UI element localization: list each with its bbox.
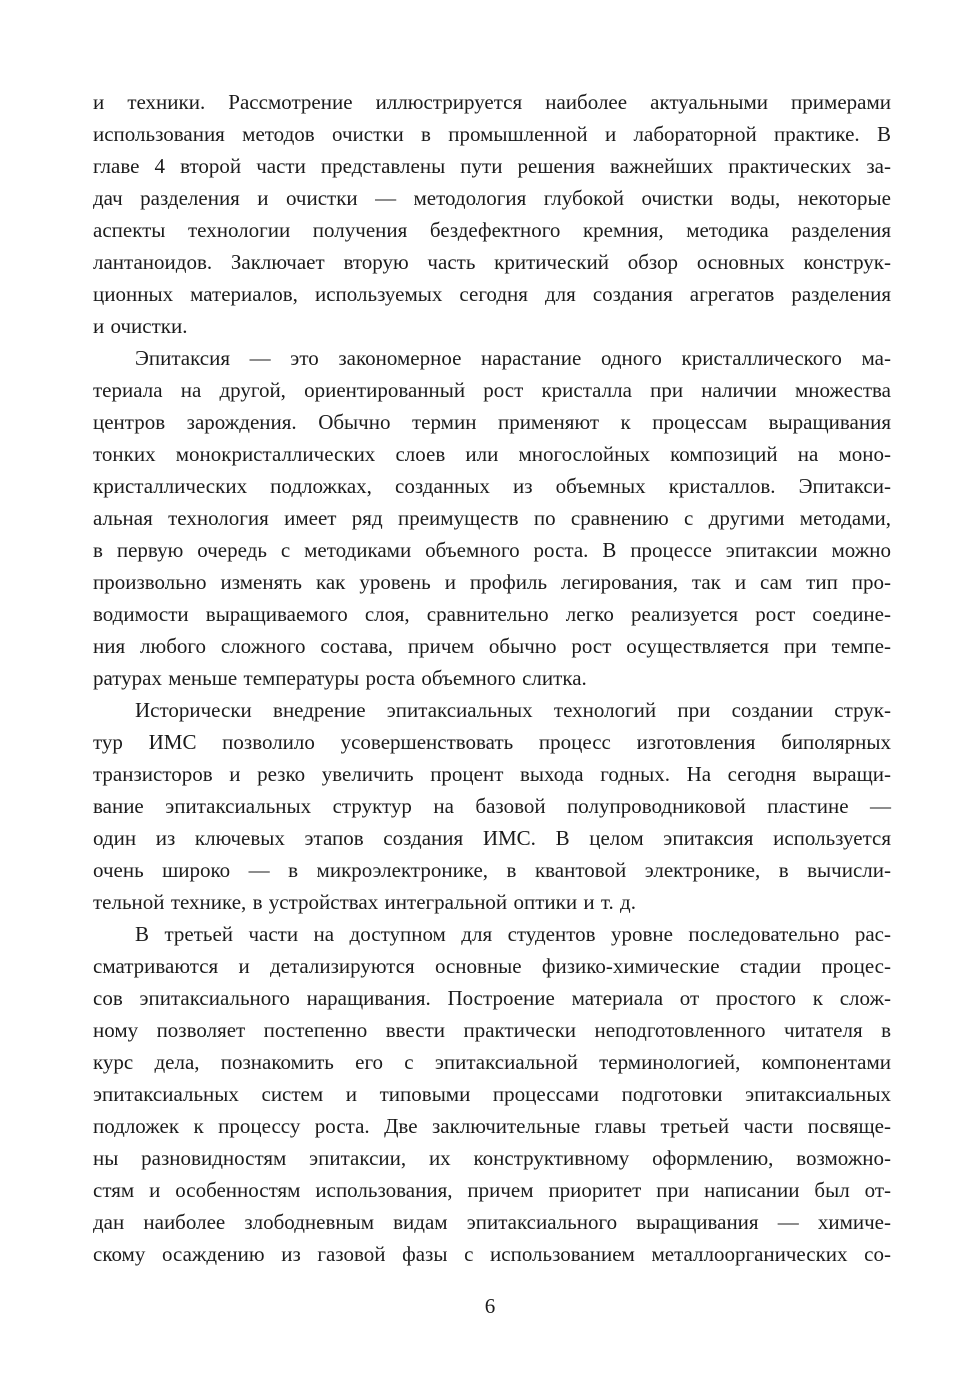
text-line: териала на другой, ориентированный рост кристалла при наличии множества [93,378,891,402]
text-line: ны разновидностям эпитаксии, их конструктивному оформлению, возможно- [93,1146,891,1170]
text-line: скому осаждению из газовой фазы с использованием металлоорганических со- [93,1242,891,1266]
text-line: аспекты технологии получения бездефектного кремния, методика разделения [93,218,891,242]
text-line: вание эпитаксиальных структур на базовой полупроводниковой пластине — [93,794,891,818]
text-line: кристаллических подложках, созданных из объемных кристаллов. Эпитакси- [93,474,891,498]
text-line: произвольно изменять как уровень и профиль легирования, так и сам тип про- [93,570,891,594]
text-line: водимости выращиваемого слоя, сравнительно легко реализуется рост соедине- [93,602,891,626]
text-line: использования методов очистки в промышленной и лабораторной практике. В [93,122,891,146]
text-line: дач разделения и очистки — методология глубокой очистки воды, некоторые [93,186,891,210]
text-line: Исторически внедрение эпитаксиальных технологий при создании струк- [135,698,891,722]
text-line: тур ИМС позволило усовершенствовать процесс изготовления биполярных [93,730,891,754]
text-line: и техники. Рассмотрение иллюстрируется наиболее актуальными примерами [93,90,891,114]
text-line: ния любого сложного состава, причем обычно рост осуществляется при темпе- [93,634,891,658]
text-line: эпитаксиальных систем и типовыми процессами подготовки эпитаксиальных [93,1082,891,1106]
text-line: главе 4 второй части представлены пути решения важнейших практических за- [93,154,891,178]
text-line: подложек к процессу роста. Две заключительные главы третьей части посвяще- [93,1114,891,1138]
text-line: стям и особенностям использования, причем приоритет при написании был от- [93,1178,891,1202]
paragraph [93,918,891,1270]
text-line: ционных материалов, используемых сегодня для создания агрегатов разделения [93,282,891,306]
text-line: курс дела, познакомить его с эпитаксиальной терминологией, компонентами [93,1050,891,1074]
text-line: лантаноидов. Заключает вторую часть критический обзор основных конструк- [93,250,891,274]
text-line: дан наиболее злободневным видам эпитаксиального выращивания — химиче- [93,1210,891,1234]
text-line: в первую очередь с методиками объемного роста. В процессе эпитаксии можно [93,538,891,562]
page-number: 6 [484,1294,496,1318]
text-line: и очистки. [93,314,188,338]
paragraph [93,342,891,694]
text-line: сов эпитаксиального наращивания. Построение материала от простого к слож- [93,986,891,1010]
text-line: тонких монокристаллических слоев или многослойных композиций на моно- [93,442,891,466]
paragraph [93,86,891,342]
body-text [93,86,891,1270]
text-line: тельной технике, в устройствах интегральной оптики и т. д. [93,890,636,914]
text-line: ратурах меньше температуры роста объемного слитка. [93,666,587,690]
text-line: центров зарождения. Обычно термин применяют к процессам выращивания [93,410,891,434]
text-line: очень широко — в микроэлектронике, в квантовой электронике, в вычисли- [93,858,891,882]
text-line: ному позволяет постепенно ввести практически неподготовленного читателя в [93,1018,891,1042]
text-line: В третьей части на доступном для студентов уровне последовательно рас- [135,922,891,946]
text-line: Эпитаксия — это закономерное нарастание одного кристаллического ма- [135,346,891,370]
text-line: один из ключевых этапов создания ИМС. В целом эпитаксия используется [93,826,891,850]
text-line: альная технология имеет ряд преимуществ по сравнению с другими методами, [93,506,891,530]
text-line: сматриваются и детализируются основные физико-химические стадии процес- [93,954,891,978]
text-line: транзисторов и резко увеличить процент выхода годных. На сегодня выращи- [93,762,891,786]
paragraph [93,694,891,918]
